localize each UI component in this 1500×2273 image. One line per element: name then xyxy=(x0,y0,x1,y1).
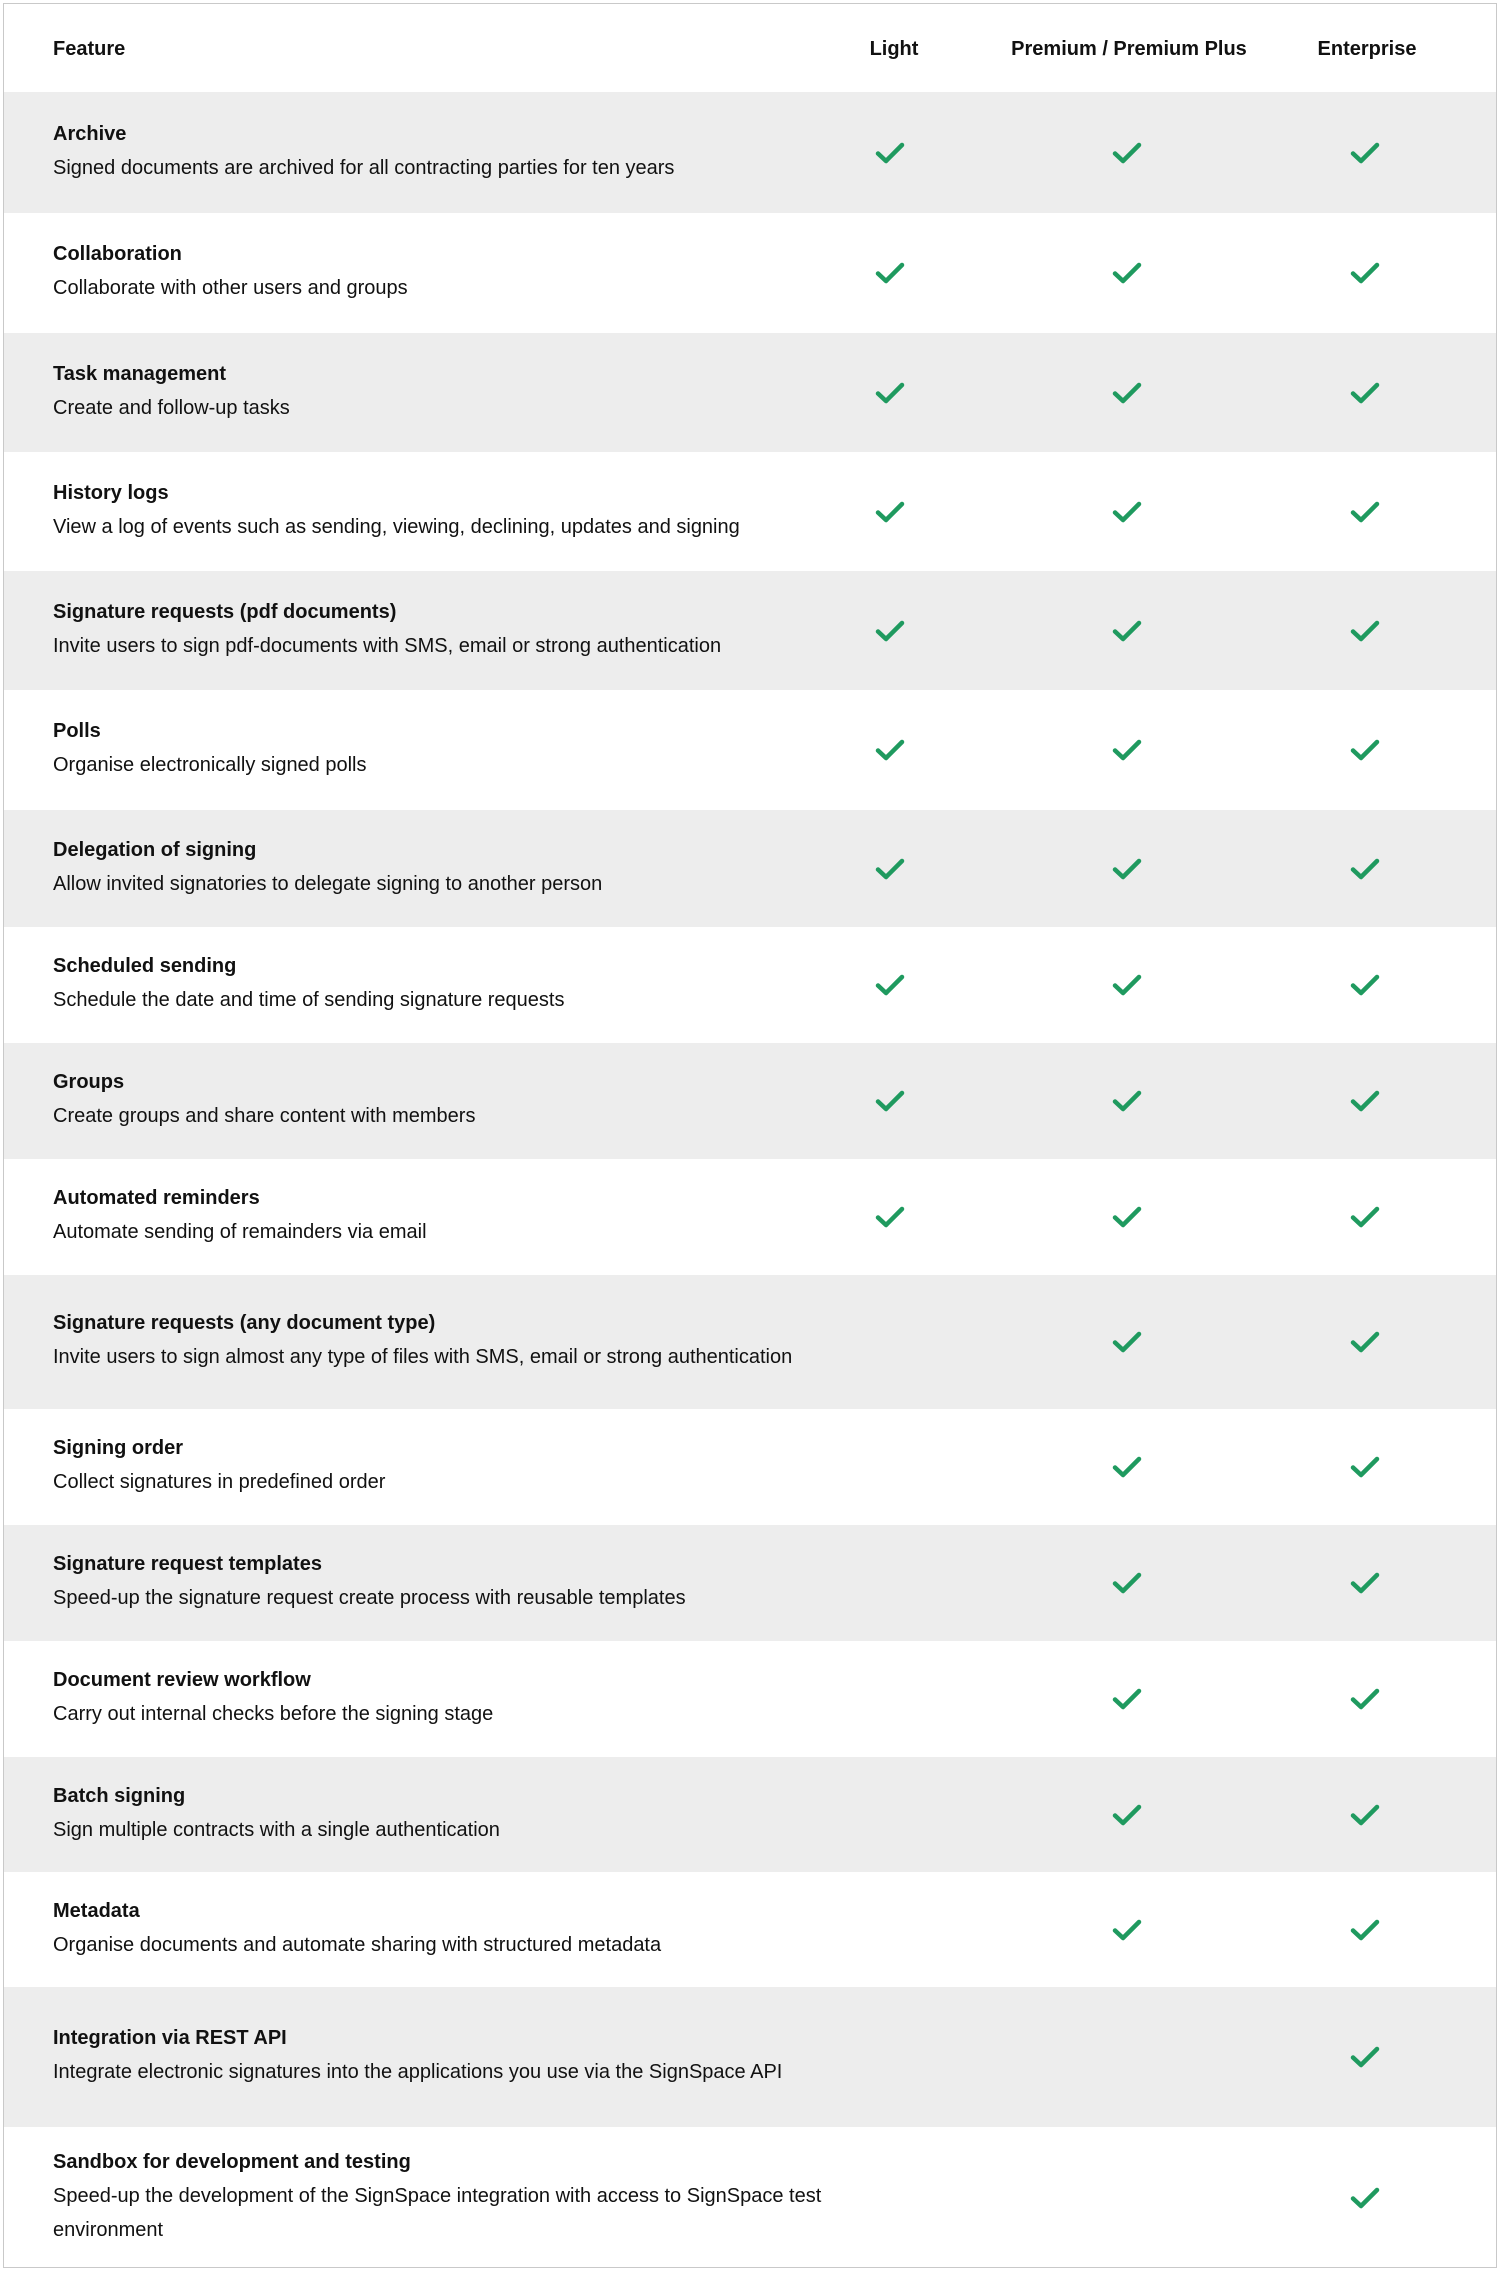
feature-cell xyxy=(53,1783,853,1847)
feature-description: Speed-up the signature request create process with reusable templates xyxy=(53,1587,686,1609)
checkmark-icon-enterprise xyxy=(1350,500,1380,524)
feature-description: View a log of events such as sending, viewing, declining, updates and signing xyxy=(53,515,740,538)
table-row xyxy=(4,92,1496,213)
table-row xyxy=(4,1275,1496,1409)
checkmark-icon-premium xyxy=(1112,619,1142,643)
feature-title: Integration via REST API xyxy=(53,2027,287,2049)
feature-cell xyxy=(53,1435,853,1499)
feature-title: Automated reminders xyxy=(53,1187,260,1209)
feature-cell xyxy=(53,361,853,425)
feature-cell xyxy=(53,837,853,901)
feature-cell xyxy=(53,1898,853,1962)
checkmark-icon-enterprise xyxy=(1350,973,1380,997)
feature-title: Signing order xyxy=(53,1437,183,1459)
feature-comparison-table xyxy=(3,3,1497,2268)
checkmark-icon-enterprise xyxy=(1350,1330,1380,1354)
checkmark-icon-enterprise xyxy=(1350,1089,1380,1113)
header-premium: Premium / Premium Plus xyxy=(1011,38,1247,60)
feature-description: Schedule the date and time of sending signature requests xyxy=(53,989,565,1011)
table-row xyxy=(4,690,1496,810)
header-enterprise: Enterprise xyxy=(1317,38,1417,60)
checkmark-icon-premium xyxy=(1112,500,1142,524)
feature-title: Batch signing xyxy=(53,1784,186,1807)
feature-cell xyxy=(53,1310,853,1374)
checkmark-icon-enterprise xyxy=(1350,738,1380,762)
checkmark-icon-enterprise xyxy=(1350,1455,1380,1479)
checkmark-icon-light xyxy=(875,619,905,643)
header-feature: Feature xyxy=(53,38,126,60)
feature-cell xyxy=(53,1185,853,1249)
checkmark-icon-enterprise xyxy=(1350,1918,1380,1942)
checkmark-icon-enterprise xyxy=(1350,857,1380,881)
feature-title: History logs xyxy=(53,481,169,504)
checkmark-icon-premium xyxy=(1112,1205,1142,1229)
checkmark-icon-premium xyxy=(1112,1918,1142,1942)
feature-cell xyxy=(53,1069,853,1133)
feature-title: Collaboration xyxy=(53,243,182,265)
checkmark-icon-light xyxy=(875,973,905,997)
feature-description: Invite users to sign almost any type of files with SMS, email or strong authentication xyxy=(53,1346,793,1368)
checkmark-icon-premium xyxy=(1112,738,1142,762)
checkmark-icon-enterprise xyxy=(1350,619,1380,643)
checkmark-icon-premium xyxy=(1112,1455,1142,1479)
feature-cell xyxy=(53,241,853,305)
feature-cell xyxy=(53,1551,853,1615)
checkmark-icon-premium xyxy=(1112,381,1142,405)
feature-description: Integrate electronic signatures into the applications you use via the SignSpace API xyxy=(53,2061,783,2083)
checkmark-icon-light xyxy=(875,857,905,881)
table-header-row xyxy=(4,4,1496,92)
feature-title: Document review workflow xyxy=(53,1669,311,1691)
checkmark-icon-premium xyxy=(1112,857,1142,881)
feature-description: Create and follow-up tasks xyxy=(53,396,290,419)
checkmark-icon-enterprise xyxy=(1350,1687,1380,1711)
feature-title: Signature requests (any document type) xyxy=(53,1312,436,1334)
checkmark-icon-light xyxy=(875,1205,905,1229)
checkmark-icon-premium xyxy=(1112,1330,1142,1354)
checkmark-icon-premium xyxy=(1112,1803,1142,1827)
feature-title: Task management xyxy=(53,362,227,385)
feature-title: Sandbox for development and testing xyxy=(53,2150,411,2173)
table-row xyxy=(4,810,1496,927)
table-row xyxy=(4,1987,1496,2127)
table-row xyxy=(4,1525,1496,1641)
checkmark-icon-light xyxy=(875,738,905,762)
feature-cell xyxy=(53,1667,853,1731)
feature-title: Signature request templates xyxy=(53,1553,322,1575)
checkmark-icon-light xyxy=(875,261,905,285)
header-light: Light xyxy=(869,38,919,60)
feature-cell xyxy=(53,599,853,663)
table-row xyxy=(4,333,1496,452)
checkmark-icon-premium xyxy=(1112,1687,1142,1711)
feature-title: Groups xyxy=(53,1071,125,1093)
checkmark-icon-enterprise xyxy=(1350,1571,1380,1595)
feature-description: Invite users to sign pdf-documents with SMS, email or strong authentication xyxy=(53,634,722,657)
feature-cell xyxy=(53,121,853,185)
checkmark-icon-light xyxy=(875,141,905,165)
checkmark-icon-premium xyxy=(1112,973,1142,997)
checkmark-icon-premium xyxy=(1112,1571,1142,1595)
feature-cell xyxy=(53,480,853,544)
feature-title: Signature requests (pdf documents) xyxy=(53,600,397,623)
table-row xyxy=(4,1043,1496,1159)
checkmark-icon-enterprise xyxy=(1350,381,1380,405)
table-row xyxy=(4,2127,1496,2268)
feature-title: Polls xyxy=(53,720,101,742)
checkmark-icon-premium xyxy=(1112,1089,1142,1113)
feature-description: Speed-up the development of the SignSpace integration with access to SignSpace test environment xyxy=(53,2184,822,2241)
feature-description: Collaborate with other users and groups xyxy=(53,277,408,299)
feature-description: Collect signatures in predefined order xyxy=(53,1471,386,1493)
table-row xyxy=(4,927,1496,1043)
table-row xyxy=(4,452,1496,571)
feature-description: Create groups and share content with members xyxy=(53,1105,476,1127)
feature-title: Scheduled sending xyxy=(53,955,237,977)
checkmark-icon-enterprise xyxy=(1350,2045,1380,2069)
feature-description: Sign multiple contracts with a single authentication xyxy=(53,1818,500,1841)
feature-description: Organise documents and automate sharing with structured metadata xyxy=(53,1933,662,1956)
feature-description: Organise electronically signed polls xyxy=(53,754,367,776)
feature-description: Automate sending of remainders via email xyxy=(53,1221,427,1243)
feature-title: Delegation of signing xyxy=(53,838,257,861)
feature-description: Allow invited signatories to delegate signing to another person xyxy=(53,872,603,895)
checkmark-icon-light xyxy=(875,1089,905,1113)
checkmark-icon-enterprise xyxy=(1350,261,1380,285)
feature-cell xyxy=(53,718,853,782)
checkmark-icon-light xyxy=(875,500,905,524)
feature-description: Carry out internal checks before the signing stage xyxy=(53,1703,494,1725)
table-row xyxy=(4,1409,1496,1525)
feature-title: Metadata xyxy=(53,1899,140,1922)
checkmark-icon-premium xyxy=(1112,261,1142,285)
feature-title: Archive xyxy=(53,122,127,145)
feature-description: Signed documents are archived for all contracting parties for ten years xyxy=(53,156,675,179)
checkmark-icon-enterprise xyxy=(1350,141,1380,165)
feature-cell xyxy=(53,2149,853,2247)
table-row xyxy=(4,1159,1496,1275)
feature-cell xyxy=(53,2025,853,2089)
checkmark-icon-enterprise xyxy=(1350,2186,1380,2210)
feature-cell xyxy=(53,953,853,1017)
table-row xyxy=(4,1641,1496,1757)
checkmark-icon-light xyxy=(875,381,905,405)
table-row xyxy=(4,1757,1496,1872)
table-row xyxy=(4,213,1496,333)
table-row xyxy=(4,571,1496,690)
checkmark-icon-enterprise xyxy=(1350,1205,1380,1229)
checkmark-icon-enterprise xyxy=(1350,1803,1380,1827)
table-row xyxy=(4,1872,1496,1987)
checkmark-icon-premium xyxy=(1112,141,1142,165)
